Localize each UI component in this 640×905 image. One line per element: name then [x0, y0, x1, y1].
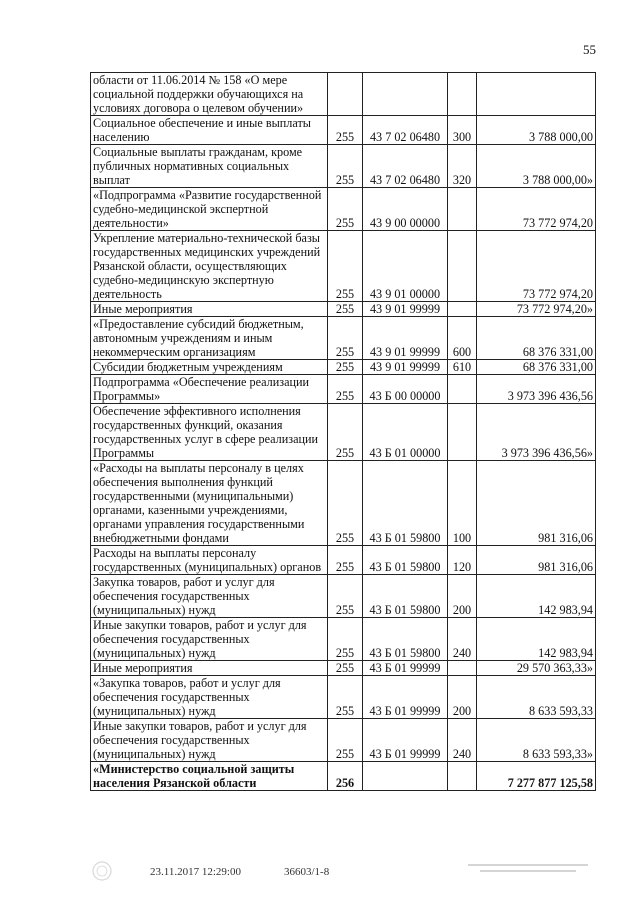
cell-vr: 200	[448, 676, 477, 719]
cell-vr: 240	[448, 719, 477, 762]
cell-sum: 7 277 877 125,58	[477, 762, 596, 791]
table-row	[91, 116, 596, 145]
cell-name: «Расходы на выплаты персоналу в целях обеспечения выполнения функций государственными (муниципальными) органами, казенными учреждениями, органами управления государственными внебюджетными фондами	[91, 461, 328, 546]
cell-vr: 610	[448, 360, 477, 375]
table-row	[91, 73, 596, 116]
cell-name: «Предоставление субсидий бюджетным, автономным учреждениям и иным некоммерческим организациям	[91, 317, 328, 360]
cell-code: 255	[328, 461, 363, 546]
table-row	[91, 575, 596, 618]
cell-name: Обеспечение эффективного исполнения государственных функций, оказания государственных услуг в сфере реализации Программы	[91, 404, 328, 461]
table-row	[91, 188, 596, 231]
table-row	[91, 618, 596, 661]
cell-vr	[448, 302, 477, 317]
cell-vr: 320	[448, 145, 477, 188]
table-row	[91, 145, 596, 188]
cell-name: Иные закупки товаров, работ и услуг для обеспечения государственных (муниципальных) нужд	[91, 719, 328, 762]
cell-csr: 43 Б 01 59800	[363, 618, 448, 661]
cell-vr: 600	[448, 317, 477, 360]
cell-code: 255	[328, 116, 363, 145]
cell-code: 255	[328, 145, 363, 188]
cell-csr: 43 Б 01 99999	[363, 676, 448, 719]
page-number: 55	[583, 42, 596, 57]
cell-code	[328, 73, 363, 116]
cell-sum: 68 376 331,00	[477, 317, 596, 360]
budget-table	[90, 72, 596, 791]
table-row	[91, 360, 596, 375]
table-row	[91, 676, 596, 719]
cell-sum: 73 772 974,20	[477, 231, 596, 302]
cell-code: 255	[328, 317, 363, 360]
cell-csr: 43 Б 01 59800	[363, 461, 448, 546]
cell-name: Субсидии бюджетным учреждениям	[91, 360, 328, 375]
cell-name: «Министерство социальной защиты населения Рязанской области	[91, 762, 328, 791]
cell-code: 255	[328, 360, 363, 375]
cell-vr: 200	[448, 575, 477, 618]
cell-vr	[448, 661, 477, 676]
table-row	[91, 762, 596, 791]
cell-vr: 300	[448, 116, 477, 145]
cell-sum: 73 772 974,20»	[477, 302, 596, 317]
cell-csr: 43 9 01 99999	[363, 302, 448, 317]
cell-vr: 240	[448, 618, 477, 661]
cell-name: Социальные выплаты гражданам, кроме публичных нормативных социальных выплат	[91, 145, 328, 188]
cell-sum: 981 316,06	[477, 461, 596, 546]
cell-name: «Подпрограмма «Развитие государственной судебно-медицинской экспертной деятельности»	[91, 188, 328, 231]
cell-sum	[477, 73, 596, 116]
cell-vr: 120	[448, 546, 477, 575]
cell-sum: 3 973 396 436,56»	[477, 404, 596, 461]
table-row	[91, 231, 596, 302]
cell-sum: 3 973 396 436,56	[477, 375, 596, 404]
cell-csr: 43 Б 01 59800	[363, 575, 448, 618]
cell-code: 255	[328, 719, 363, 762]
table-row	[91, 661, 596, 676]
cell-sum: 142 983,94	[477, 618, 596, 661]
table-row	[91, 461, 596, 546]
cell-vr	[448, 375, 477, 404]
table-row	[91, 404, 596, 461]
cell-name: «Закупка товаров, работ и услуг для обеспечения государственных (муниципальных) нужд	[91, 676, 328, 719]
cell-code: 255	[328, 661, 363, 676]
cell-sum: 68 376 331,00	[477, 360, 596, 375]
cell-sum: 8 633 593,33	[477, 676, 596, 719]
cell-code: 255	[328, 188, 363, 231]
cell-csr: 43 9 00 00000	[363, 188, 448, 231]
cell-name: области от 11.06.2014 № 158 «О мере социальной поддержки обучающихся на условиях договора о целевом обучении»	[91, 73, 328, 116]
cell-csr: 43 Б 01 59800	[363, 546, 448, 575]
cell-code: 255	[328, 302, 363, 317]
seal-mark	[92, 860, 112, 882]
cell-csr: 43 7 02 06480	[363, 116, 448, 145]
cell-vr	[448, 762, 477, 791]
cell-name: Подпрограмма «Обеспечение реализации Программы»	[91, 375, 328, 404]
table-row	[91, 317, 596, 360]
cell-name: Иные закупки товаров, работ и услуг для обеспечения государственных (муниципальных) нужд	[91, 618, 328, 661]
faint-stamp	[468, 860, 588, 882]
cell-csr: 43 9 01 99999	[363, 360, 448, 375]
cell-vr: 100	[448, 461, 477, 546]
cell-code: 255	[328, 404, 363, 461]
cell-csr: 43 Б 01 99999	[363, 661, 448, 676]
cell-sum: 29 570 363,33»	[477, 661, 596, 676]
cell-code: 255	[328, 575, 363, 618]
cell-code: 255	[328, 618, 363, 661]
cell-vr	[448, 404, 477, 461]
cell-vr	[448, 231, 477, 302]
cell-csr	[363, 73, 448, 116]
cell-name: Иные мероприятия	[91, 661, 328, 676]
cell-sum: 981 316,06	[477, 546, 596, 575]
cell-csr: 43 Б 00 00000	[363, 375, 448, 404]
cell-csr: 43 Б 01 00000	[363, 404, 448, 461]
cell-csr: 43 9 01 99999	[363, 317, 448, 360]
cell-vr	[448, 73, 477, 116]
cell-sum: 3 788 000,00	[477, 116, 596, 145]
cell-csr: 43 Б 01 99999	[363, 719, 448, 762]
table-row	[91, 375, 596, 404]
cell-csr: 43 9 01 00000	[363, 231, 448, 302]
cell-name: Социальное обеспечение и иные выплаты населению	[91, 116, 328, 145]
table-row	[91, 719, 596, 762]
cell-sum: 142 983,94	[477, 575, 596, 618]
cell-code: 255	[328, 546, 363, 575]
table-row	[91, 302, 596, 317]
cell-code: 255	[328, 375, 363, 404]
table-row	[91, 546, 596, 575]
cell-code: 255	[328, 676, 363, 719]
cell-code: 256	[328, 762, 363, 791]
cell-name: Иные мероприятия	[91, 302, 328, 317]
cell-name: Укрепление материально-технической базы государственных медицинских учреждений Рязанской области, осуществляющих судебно-медицинскую экспертную деятельность	[91, 231, 328, 302]
cell-name: Закупка товаров, работ и услуг для обеспечения государственных (муниципальных) нужд	[91, 575, 328, 618]
cell-csr: 43 7 02 06480	[363, 145, 448, 188]
cell-code: 255	[328, 231, 363, 302]
cell-vr	[448, 188, 477, 231]
cell-sum: 3 788 000,00»	[477, 145, 596, 188]
footer-doc-number: 36603/1-8	[284, 866, 330, 878]
cell-name: Расходы на выплаты персоналу государственных (муниципальных) органов	[91, 546, 328, 575]
cell-sum: 73 772 974,20	[477, 188, 596, 231]
cell-csr	[363, 762, 448, 791]
footer-timestamp: 23.11.2017 12:29:00	[150, 866, 241, 878]
cell-sum: 8 633 593,33»	[477, 719, 596, 762]
